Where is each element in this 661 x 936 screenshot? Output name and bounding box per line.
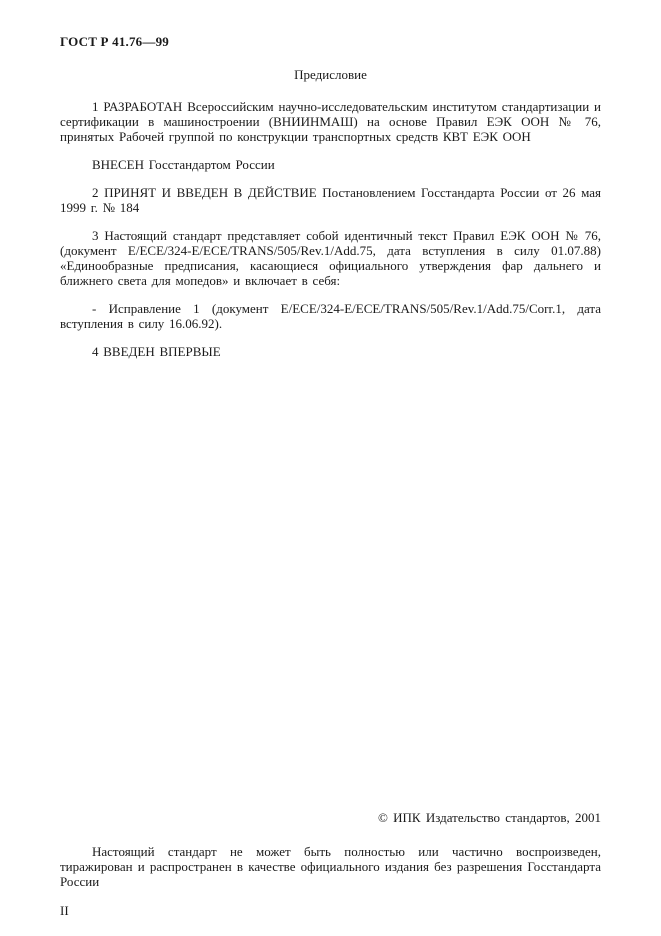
- paragraph-identical-text: 3 Настоящий стандарт представляет собой идентичный текст Правил ЕЭК ООН № 76, (документ E/ECE/324-E/ECE/TRANS/505/Rev.1/Add.75, дата вступления в силу 01.07.88) «Единообразные предписания, касающиеся официального утверждения фар дальнего и ближнего света для мопедов» и включает в себя:: [60, 228, 601, 288]
- section-title: Предисловие: [294, 67, 367, 82]
- paragraph-adopted: 2 ПРИНЯТ И ВВЕДЕН В ДЕЙСТВИЕ Постановлением Госстандарта России от 26 мая 1999 г. № 184: [60, 185, 601, 215]
- paragraph-first-edition: 4 ВВЕДЕН ВПЕРВЫЕ: [92, 344, 221, 359]
- page-content: [60, 0, 601, 918]
- paragraph-correction-item: - Исправление 1 (документ E/ECE/324-E/ECE/TRANS/505/Rev.1/Add.75/Corr.1, дата вступления в силу 16.06.92).: [60, 301, 601, 331]
- legal-notice: Настоящий стандарт не может быть полностью или частично воспроизведен, тиражирован и распространен в качестве официального издания без разрешения Госстандарта России: [60, 844, 601, 889]
- copyright-line: © ИПК Издательство стандартов, 2001: [378, 810, 601, 825]
- paragraph-submitted-by: ВНЕСЕН Госстандартом России: [92, 157, 275, 172]
- paragraph-developed-by: 1 РАЗРАБОТАН Всероссийским научно-исследовательским институтом стандартизации и сертификации в машиностроении (ВНИИНМАШ) на основе Правил ЕЭК ООН № 76, принятых Рабочей группой по конструкции транспортных средств КВТ ЕЭК ООН: [60, 99, 601, 144]
- page-number: II: [60, 903, 69, 918]
- blank-area: [60, 372, 601, 810]
- doc-code: ГОСТ Р 41.76—99: [60, 34, 169, 49]
